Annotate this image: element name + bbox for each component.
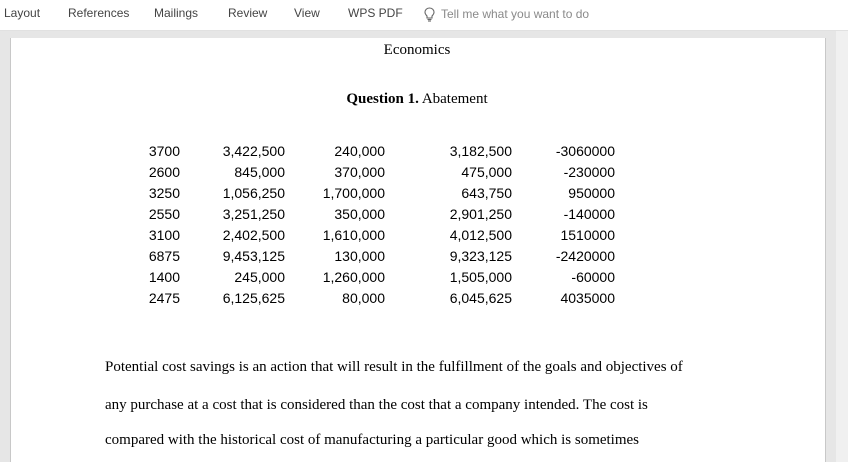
paragraph-line: compared with the historical cost of manufacturing a particular good which is sometimes	[105, 432, 640, 448]
question-heading	[0, 91, 834, 108]
table-cell: 6,045,625	[449, 290, 512, 306]
tab-wps-pdf[interactable]: WPS PDF	[348, 6, 403, 20]
table-cell: 1,505,000	[449, 269, 512, 285]
table-cell: 9,323,125	[449, 248, 512, 264]
table-cell: 1510000	[560, 227, 615, 243]
question-number: Question 1.	[346, 91, 419, 107]
table-cell: 3100	[148, 227, 180, 243]
table-cell: 3,182,500	[449, 143, 512, 159]
tab-references[interactable]: References	[68, 6, 130, 20]
lightbulb-icon	[424, 7, 435, 22]
table-cell: 6875	[148, 248, 180, 264]
table-cell: 475,000	[461, 164, 512, 180]
table-cell: -230000	[563, 164, 615, 180]
table-cell: 1,610,000	[322, 227, 385, 243]
table-cell: 4,012,500	[449, 227, 512, 243]
table-cell: -3060000	[555, 143, 615, 159]
table-cell: 350,000	[334, 206, 385, 222]
table-cell: 3,251,250	[222, 206, 285, 222]
document-title: Economics	[383, 42, 451, 58]
tab-review[interactable]: Review	[228, 6, 268, 20]
table-cell: 2,402,500	[222, 227, 285, 243]
question-title: Abatement	[421, 91, 488, 107]
table-cell: 240,000	[334, 143, 385, 159]
table-cell: 9,453,125	[222, 248, 285, 264]
table-cell: 950000	[568, 185, 615, 201]
table-cell: 2550	[148, 206, 180, 222]
table-cell: 3,422,500	[222, 143, 285, 159]
table-cell: 845,000	[234, 164, 285, 180]
tab-view[interactable]: View	[294, 6, 320, 20]
table-cell: 1400	[148, 269, 180, 285]
table-cell: 3250	[148, 185, 180, 201]
table-cell: 370,000	[334, 164, 385, 180]
table-cell: 1,700,000	[322, 185, 385, 201]
tab-mailings[interactable]: Mailings	[154, 6, 199, 20]
table-cell: 2475	[148, 290, 180, 306]
table-cell: 4035000	[560, 290, 615, 306]
table-cell: 2600	[148, 164, 180, 180]
table-cell: -2420000	[555, 248, 615, 264]
table-cell: 130,000	[334, 248, 385, 264]
tell-me-placeholder: Tell me what you want to do	[441, 7, 590, 21]
table-cell: -140000	[563, 206, 615, 222]
table-cell: 80,000	[342, 290, 385, 306]
vertical-scrollbar[interactable]	[836, 31, 848, 462]
table-cell: 2,901,250	[449, 206, 512, 222]
table-cell: -60000	[571, 269, 615, 285]
tell-me-search[interactable]	[424, 5, 589, 23]
paragraph-line: any purchase at a cost that is considered than the cost that a company intended. The cost is	[105, 397, 648, 413]
table-cell: 245,000	[234, 269, 285, 285]
ribbon	[0, 0, 848, 31]
paragraph-line: Potential cost savings is an action that will result in the fulfillment of the goals and objectives of	[105, 359, 683, 375]
table-cell: 643,750	[461, 185, 512, 201]
table-cell: 6,125,625	[222, 290, 285, 306]
table-cell: 1,056,250	[222, 185, 285, 201]
table-cell: 1,260,000	[322, 269, 385, 285]
tab-layout[interactable]: Layout	[4, 6, 41, 20]
table-cell: 3700	[148, 143, 180, 159]
